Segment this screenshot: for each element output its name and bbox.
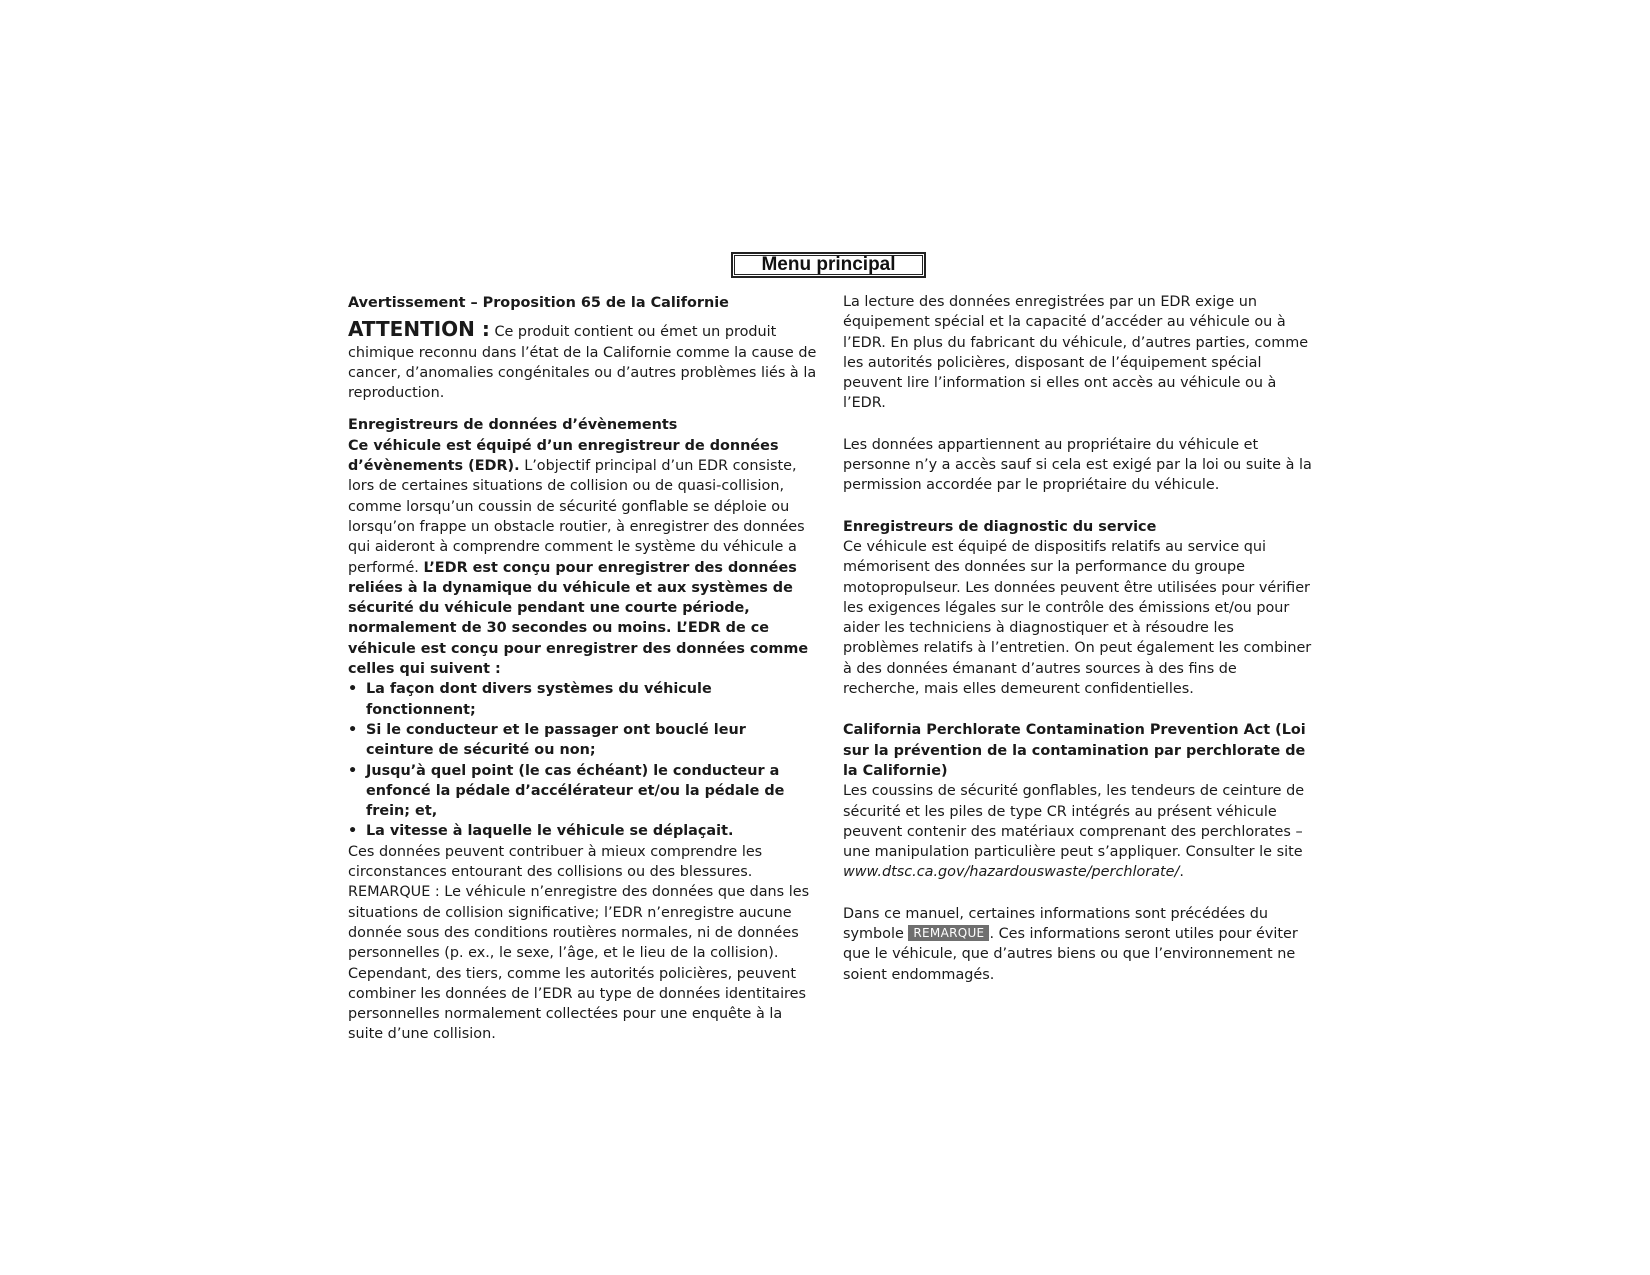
right-column <box>843 292 1313 985</box>
notice-text-2: . Ces informations seront utiles pour éviter que le véhicule, que d’autres biens ou que l’environnement ne soient endommagés. <box>843 926 1298 983</box>
perchlorate-paragraph <box>843 781 1313 882</box>
edr-paragraph <box>348 436 818 680</box>
diagnostic-heading: Enregistreurs de diagnostic du service <box>843 518 1157 535</box>
remarque-badge: REMARQUE <box>908 925 989 941</box>
ownership-paragraph: Les données appartiennent au propriétaire du véhicule et personne n’y a accès sauf si cela est exigé par la loi ou suite à la permission accordée par le propriétaire du véhicule. <box>843 436 1312 494</box>
edr-bullet-list <box>348 679 818 841</box>
left-column <box>348 293 818 1045</box>
edr-text: L’objectif principal d’un EDR consiste, lors de certaines situations de collision ou de quasi-collision, comme lorsqu’un coussin de sécurité gonflable se déploie ou lorsqu’on frappe un obstacle routier, à enregistrer des données qui aideront à comprendre comment le système du véhicule a performé. <box>348 458 805 576</box>
attention-paragraph <box>348 319 818 403</box>
edr-bold-details: L’EDR est conçu pour enregistrer des données reliées à la dynamique du véhicule et aux systèmes de sécurité du véhicule pendant une courte période, normalement de 30 secondes ou moins. L’EDR de ce véhicule est conçu pour enregistrer des données comme celles qui suivent : <box>348 559 809 678</box>
edr-remarque: REMARQUE : Le véhicule n’enregistre des données que dans les situations de collision significative; l’EDR n’enregistre aucune donnée sous des conditions routières normales, ni de données personnelles (p. ex., le sexe, l’âge, et le lieu de la collision). Cependant, des tiers, comme les autorités policières, peuvent combiner les données de l’EDR au type de données identitaires personnelles normalement collectées pour une enquête à la suite d’une collision. <box>348 884 810 1043</box>
list-item: • Jusqu’à quel point (le cas échéant) le conducteur a enfoncé la pédale d’accélérateur et/ou la pédale de frein; et, <box>348 761 818 822</box>
attention-text: Ce produit contient ou émet un produit chimique reconnu dans l’état de la Californie comme la cause de cancer, d’anomalies congénitales ou d’autres problèmes liés à la reproduction. <box>348 324 817 402</box>
attention-label: ATTENTION : <box>348 317 490 342</box>
prop65-heading: Avertissement – Proposition 65 de la Californie <box>348 295 729 311</box>
main-menu-button[interactable]: Menu principal <box>731 252 926 278</box>
perchlorate-heading: California Perchlorate Contamination Prevention Act (Loi sur la prévention de la contamination par perchlorate de la Californie) <box>843 722 1306 779</box>
edr-bold-intro: Ce véhicule est équipé d’un enregistreur de données d’évènements (EDR). <box>348 437 779 475</box>
perchlorate-link[interactable]: www.dtsc.ca.gov/hazardouswaste/perchlorate/ <box>843 864 1180 881</box>
diagnostic-paragraph: Ce véhicule est équipé de dispositifs relatifs au service qui mémorisent des données sur la performance du groupe motopropulseur. Les données peuvent être utilisées pour vérifier les exigences légales sur le contrôle des émissions et/ou pour aider les techniciens à diagnostiquer et à résoudre les problèmes relatifs à l’entretien. On peut également les combiner à des données émanant d’autres sources à des fins de recherche, mais elles demeurent confidentielles. <box>843 538 1312 698</box>
edr-heading: Enregistreurs de données d’évènements <box>348 417 678 434</box>
notice-text-1: Dans ce manuel, certaines informations sont précédées du symbole <box>843 905 1268 943</box>
edr-after-bullets: Ces données peuvent contribuer à mieux comprendre les circonstances entourant des collisions ou des blessures. <box>348 843 763 881</box>
notice-paragraph <box>843 904 1313 985</box>
perchlorate-end: . <box>1179 864 1184 881</box>
perchlorate-text: Les coussins de sécurité gonflables, les tendeurs de ceinture de sécurité et les piles de type CR intégrés au présent véhicule peuvent contenir des matériaux comprenant des perchlorates – une manipulation particulière peut s’appliquer. Consulter le site <box>843 783 1305 861</box>
list-item: • La façon dont divers systèmes du véhicule fonctionnent; <box>348 679 818 720</box>
list-item: • La vitesse à laquelle le véhicule se déplaçait. <box>348 821 818 841</box>
list-item: • Si le conducteur et le passager ont bouclé leur ceinture de sécurité ou non; <box>348 720 818 761</box>
reading-paragraph: La lecture des données enregistrées par un EDR exige un équipement spécial et la capacité d’accéder au véhicule ou à l’EDR. En plus du fabricant du véhicule, d’autres parties, comme les autorités policières, disposant de l’équipement spécial peuvent lire l’information si elles ont accès au véhicule ou à l’EDR. <box>843 294 1309 412</box>
